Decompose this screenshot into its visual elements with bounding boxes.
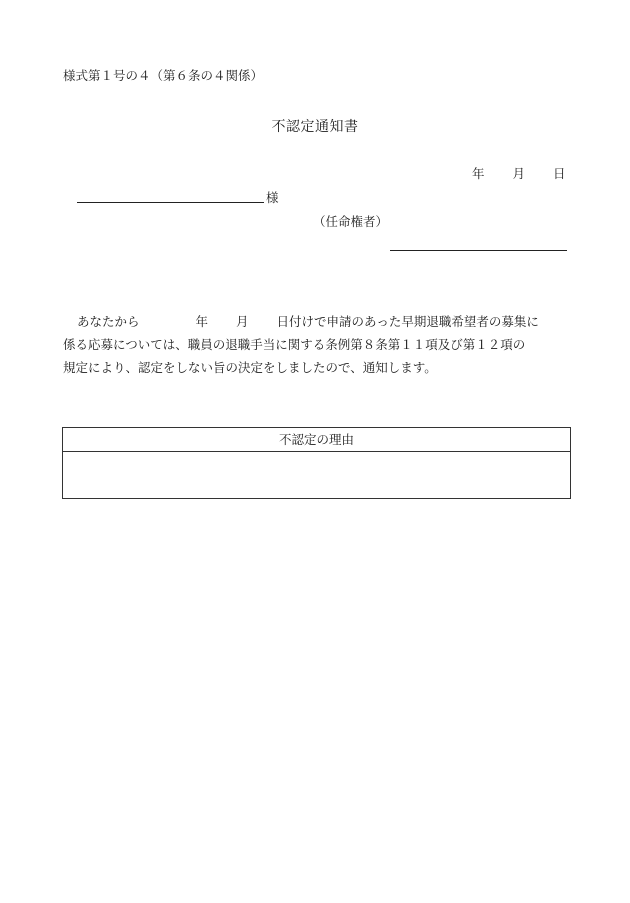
body-line-1 — [63, 310, 583, 333]
body-line-1-prefix: あなたから — [77, 314, 140, 329]
document-title: 不認定通知書 — [271, 119, 359, 135]
date-line — [472, 164, 566, 182]
body-line-1-suffix: 日付けで申請のあった早期退職希望者の募集に — [276, 314, 539, 329]
body-line-2: 係る応募については、職員の退職手当に関する条例第８条第１１項及び第１２項の — [63, 337, 526, 352]
appointer-blank-line — [390, 250, 567, 251]
appointer-label: （任命権者） — [313, 214, 389, 229]
date-month-label: 月 — [512, 166, 526, 181]
addressee-blank-line — [77, 202, 264, 203]
body-line-1-month: 月 — [236, 314, 249, 329]
reason-table-content — [63, 452, 570, 499]
reason-table-header: 不認定の理由 — [63, 428, 570, 452]
date-year-label: 年 — [472, 166, 485, 181]
notice-body — [63, 310, 583, 379]
body-line-3: 規定により、認定をしない旨の決定をしましたので、通知します。 — [63, 360, 437, 375]
date-day-label: 日 — [553, 166, 566, 181]
reason-table — [62, 427, 571, 499]
body-line-1-year: 年 — [195, 314, 209, 329]
addressee-honorific: 様 — [266, 190, 279, 205]
form-number: 様式第１号の４（第６条の４関係） — [63, 68, 264, 83]
